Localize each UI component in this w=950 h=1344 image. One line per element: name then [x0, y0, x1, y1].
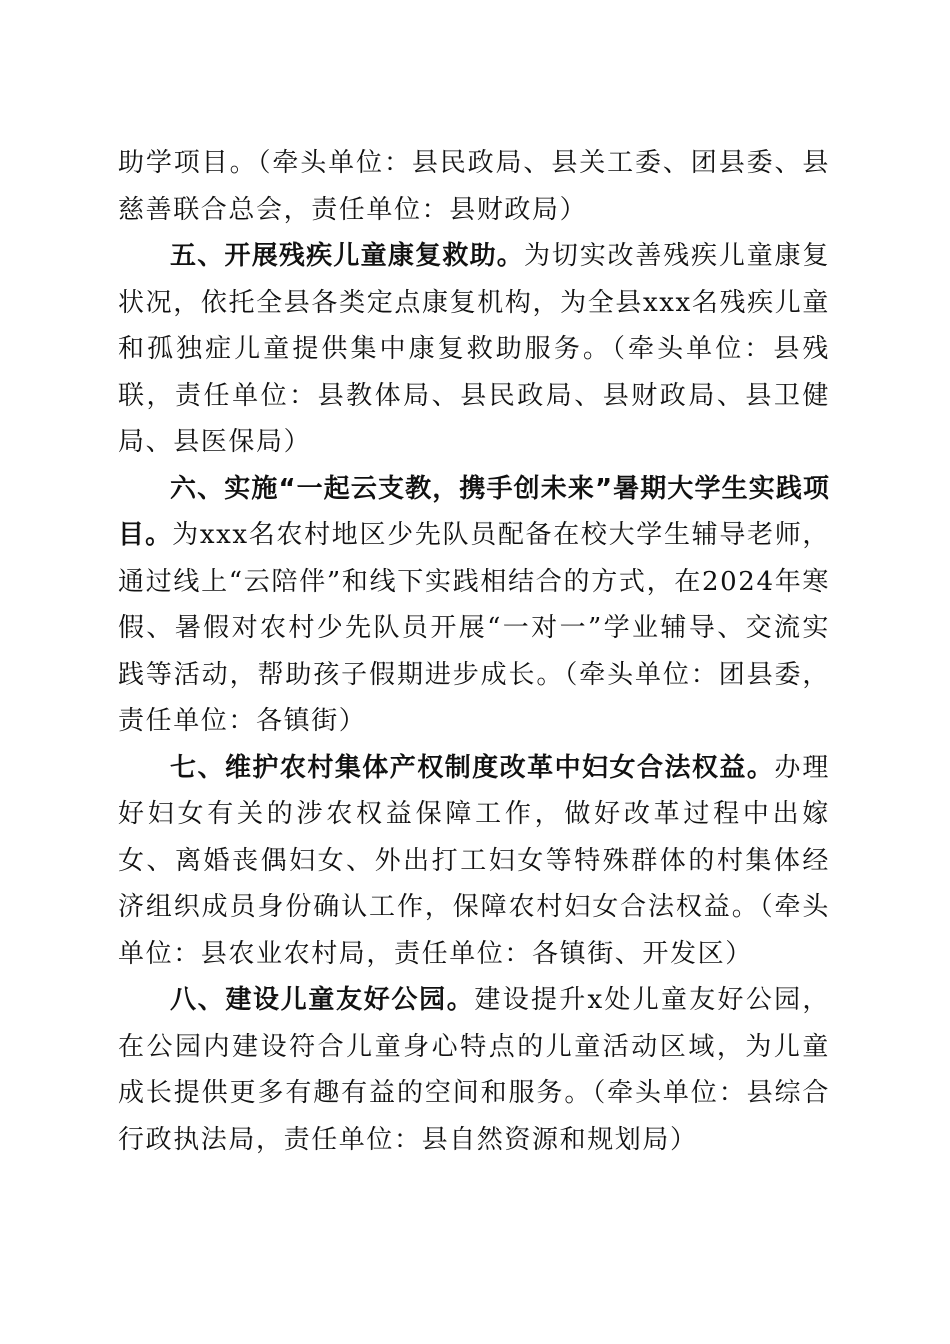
paragraph-body: 为切实改善残疾儿童康复状况，依托全县各类定点康复机构，为全县xxx名残疾儿童和孤独症儿童提供集中康复救助服务。（牵头单位：县残联，责任单位：县教体局、县民政局、县财政局、县卫健局、县医保局） [118, 241, 830, 457]
paragraph-item-6 [118, 466, 830, 745]
paragraph-item-7 [118, 745, 830, 978]
paragraph-body: 助学项目。（牵头单位：县民政局、县关工委、团县委、县慈善联合总会，责任单位：县财政局） [118, 148, 830, 225]
paragraph-heading: 八、建设儿童友好公园。 [170, 985, 475, 1015]
document-body [118, 140, 830, 1163]
paragraph-item-5 [118, 233, 830, 466]
paragraph-heading: 七、维护农村集体产权制度改革中妇女合法权益。 [170, 752, 775, 783]
paragraph-item-8 [118, 977, 830, 1163]
paragraph-heading: 六、实施“一起云支教，携手创未来”暑期大学生实践项目。 [118, 473, 830, 550]
paragraph-heading: 五、开展残疾儿童康复救助。 [170, 241, 525, 271]
paragraph-body: 办理好妇女有关的涉农权益保障工作，做好改革过程中出嫁女、离婚丧偶妇女、外出打工妇女等特殊群体的村集体经济组织成员身份确认工作，保障农村妇女合法权益。（牵头单位：县农业农村局，责任单位：各镇街、开发区） [118, 752, 830, 969]
paragraph-body: 建设提升x处儿童友好公园，在公园内建设符合儿童身心特点的儿童活动区域，为儿童成长提供更多有趣有益的空间和服务。（牵头单位：县综合行政执法局，责任单位：县自然资源和规划局） [118, 985, 830, 1155]
paragraph-continued [118, 140, 830, 233]
paragraph-body: 为xxx名农村地区少先队员配备在校大学生辅导老师，通过线上“云陪伴”和线下实践相结合的方式，在2024年寒假、暑假对农村少先队员开展“一对一”学业辅导、交流实践等活动，帮助孩子假期进步成长。（牵头单位：团县委，责任单位：各镇街） [118, 520, 830, 736]
